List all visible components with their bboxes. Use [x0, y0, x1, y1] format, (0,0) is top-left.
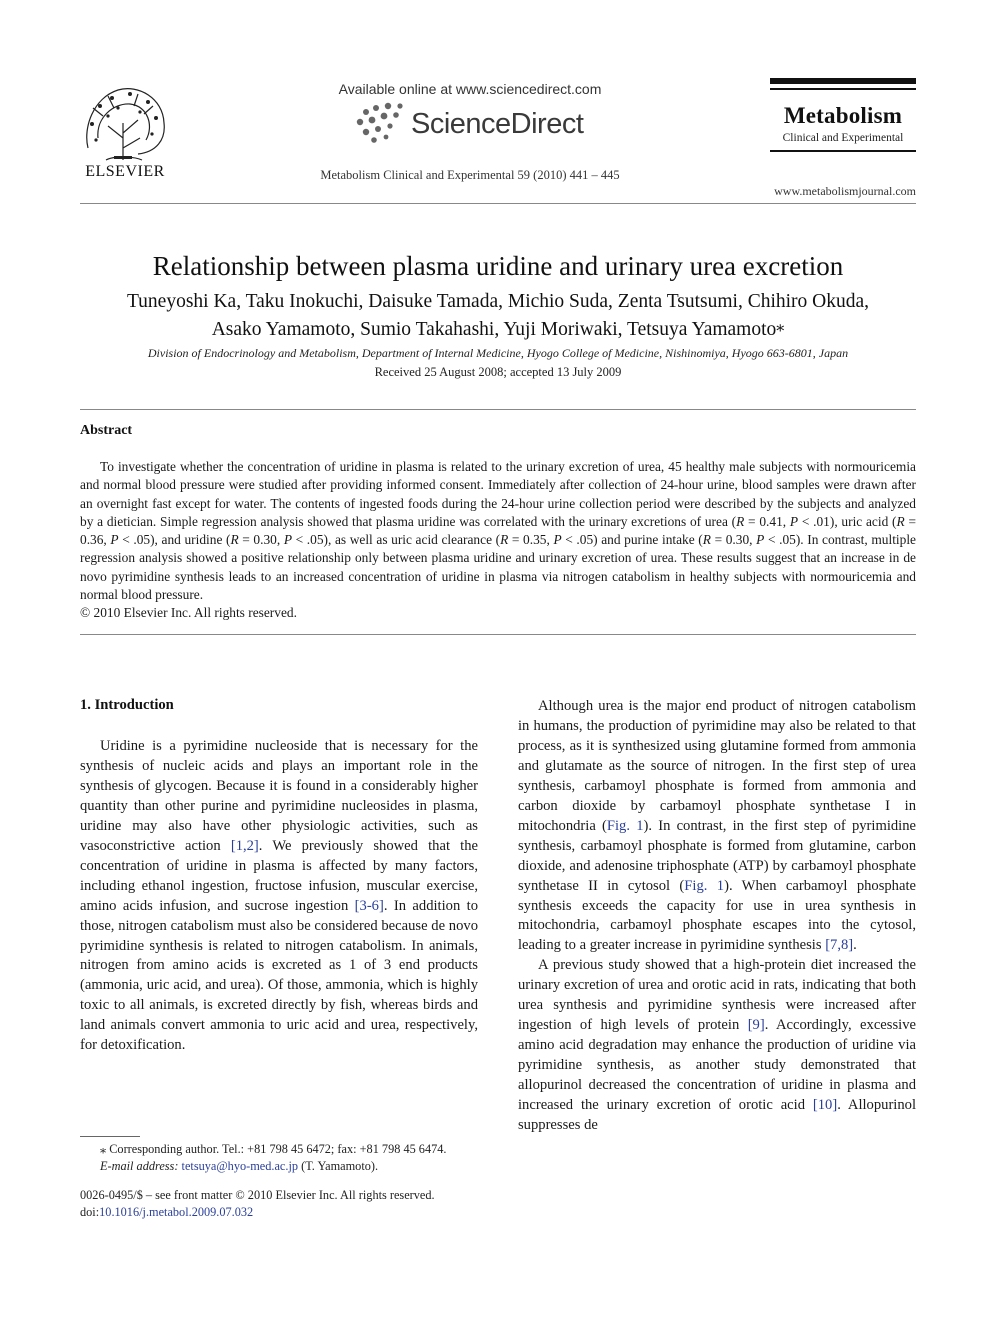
citation-link[interactable]: [1,2] [230, 837, 259, 854]
body-column-left [80, 737, 478, 1056]
header-divider [80, 203, 916, 204]
corresponding-author-mark[interactable]: ⁎ [776, 318, 785, 335]
author-list-line-1: Tuneyoshi Ka, Taku Inokuchi, Daisuke Tamada, Michio Suda, Zenta Tsutsumi, Chihiro Okuda, [126, 291, 870, 312]
issn-line: 0026-0495/$ – see front matter © 2010 Elsevier Inc. All rights reserved. [80, 1188, 435, 1202]
sciencedirect-wordmark: ScienceDirect [411, 108, 584, 140]
doi-line: doi:10.1016/j.metabol.2009.07.032 [80, 1205, 254, 1219]
citation-link[interactable]: [3-6] [354, 897, 384, 914]
footnote [80, 1141, 478, 1175]
author-affiliation: Division of Endocrinology and Metabolism, Department of Internal Medicine, Hyogo College of Medicine, Nishinomiya, Hyogo 663-6801, Japan [147, 346, 849, 360]
abstract-heading: Abstract [80, 423, 133, 438]
publisher-wordmark: ELSEVIER [85, 163, 165, 180]
body-column-right [518, 697, 916, 1136]
journal-subtitle: Clinical and Experimental [782, 132, 904, 144]
journal-masthead-rule [770, 78, 916, 84]
paragraph: Although urea is the major end product of nitrogen catabolism in humans, the production of pyrimidine may also be related to that process, as it is synthesized using glutamine formed from ammonia and glutamate as the source of nitrogen. In the first step of urea synthesis, carbamoyl phosphate is formed from ammonia and carbon dioxide by carbamoyl phosphate synthetase I in mitochondria (Fig. 1). In contrast, in the first step of pyrimidine synthesis, carbamoyl phosphate is formed from glutamine, carbon dioxide, and adenosine triphosphate (ATP) by carbamoyl phosphate synthetase II in cytosol (Fig. 1). When carbamoyl phosphate synthesis exceeds the capacity for use in urea synthesis in mitochondria, carbamoyl phosphate escapes into the cytosol, leading to a greater increase in pyrimidine synthesis [7,8]. [518, 698, 917, 954]
front-matter-info [80, 1187, 500, 1221]
paragraph: Uridine is a pyrimidine nucleoside that is necessary for the synthesis of nucleic acids and plays an important role in the synthesis of glycogen. Because it is found in a considerably higher quantity than other purine and pyrimidine nucleosides in plasma, uridine may also have other physiologic activities, such as vasoconstrictive action [1,2]. We previously showed that the concentration of uridine in plasma is affected by many factors, including ethanol ingestion, fructose infusion, muscular exercise, amino acids infusion, and sucrose ingestion [3-6]. In addition to those, nitrogen catabolism must also be considered because de novo pyrimidine synthesis is related to nitrogen catabolism. In animals, nitrogen from amino acids is excreted as 1 of 3 end products (ammonia, uric acid, and urea). Of those, ammonia, which is highly toxic to all animals, is excreted directly by fish, whereas birds and land animals convert ammonia to uric acid and urea, respectively, for detoxification. [80, 738, 479, 1054]
section-heading-introduction: 1. Introduction [80, 697, 174, 713]
abstract-divider-top [80, 409, 916, 410]
journal-masthead-rule [770, 150, 916, 152]
figure-link[interactable]: Fig. 1 [606, 817, 644, 834]
journal-name: Metabolism [783, 103, 903, 128]
figure-link[interactable]: Fig. 1 [684, 877, 725, 894]
journal-citation: Metabolism Clinical and Experimental 59 (2010) 441 – 445 [320, 168, 620, 182]
abstract-text: To investigate whether the concentration of uridine in plasma is related to the urinary excretion of urea, 45 healthy male subjects with normouricemia and normal blood pressure were studied after providing informed consent. Immediately after collection of 24-hour urine, blood samples were drawn after an overnight fast except for water. The contents of ingested foods during the 24-hour urine collection period were described by the subjects and analyzed by a dietician. Simple regression analysis showed that plasma uridine was correlated with the urinary excretions of urea (R = 0.41, P < .01), uric acid (R = 0.36, P < .05), and uridine (R = 0.30, P < .05), as well as uric acid clearance (R = 0.35, P < .05) and purine intake (R = 0.30, P < .05). In contrast, multiple regression analysis showed a positive relationship only between plasma uridine and urinary excretion of urea. These results suggest that an increase in de novo pyrimidine synthesis leads to an increased concentration of uridine in plasma via nitrogen catabolism in healthy subjects with normouricemia and normal blood pressure. © 2010 Elsevier Inc. All rights reserved. [80, 458, 916, 623]
author-names: Asako Yamamoto, Sumio Takahashi, Yuji Moriwaki, Tetsuya Yamamoto [211, 319, 777, 340]
email-link[interactable]: tetsuya@hyo-med.ac.jp [181, 1159, 299, 1173]
paper-title: Relationship between plasma uridine and urinary urea excretion [152, 251, 844, 281]
citation-link[interactable]: [10] [812, 1097, 838, 1114]
available-online-text: Available online at www.sciencedirect.com [338, 81, 602, 97]
email-line: E-mail address: tetsuya@hyo-med.ac.jp (T. Yamamoto). [100, 1159, 379, 1173]
corresponding-author-note: ⁎ Corresponding author. Tel.: +81 798 45 6472; fax: +81 798 45 6474. [100, 1142, 447, 1156]
email-label: E-mail address: [100, 1159, 179, 1173]
footnote-divider [80, 1136, 140, 1137]
author-list-line-2 [60, 316, 936, 341]
journal-url-link[interactable]: www.metabolismjournal.com [774, 184, 916, 198]
abstract-divider-bottom [80, 634, 916, 635]
received-dates: Received 25 August 2008; accepted 13 July 2009 [374, 365, 622, 379]
paragraph: A previous study showed that a high-protein diet increased the urinary excretion of urea and orotic acid in rats, indicating that both urea synthesis and pyrimidine synthesis were increased after ingestion of high levels of protein [9]. Accordingly, excessive amino acid degradation may enhance the production of uridine via pyrimidine synthesis, as another study demonstrated that allopurinol decreased the concentration of uridine in plasma and increased the urinary excretion of orotic acid [10]. Allopurinol suppresses de [518, 957, 917, 1134]
journal-masthead-rule [770, 88, 916, 90]
citation-link[interactable]: [7,8] [825, 937, 854, 954]
doi-link[interactable]: 10.1016/j.metabol.2009.07.032 [99, 1205, 254, 1219]
abstract-copyright: © 2010 Elsevier Inc. All rights reserved. [80, 605, 297, 621]
citation-link[interactable]: [9] [747, 1017, 765, 1034]
